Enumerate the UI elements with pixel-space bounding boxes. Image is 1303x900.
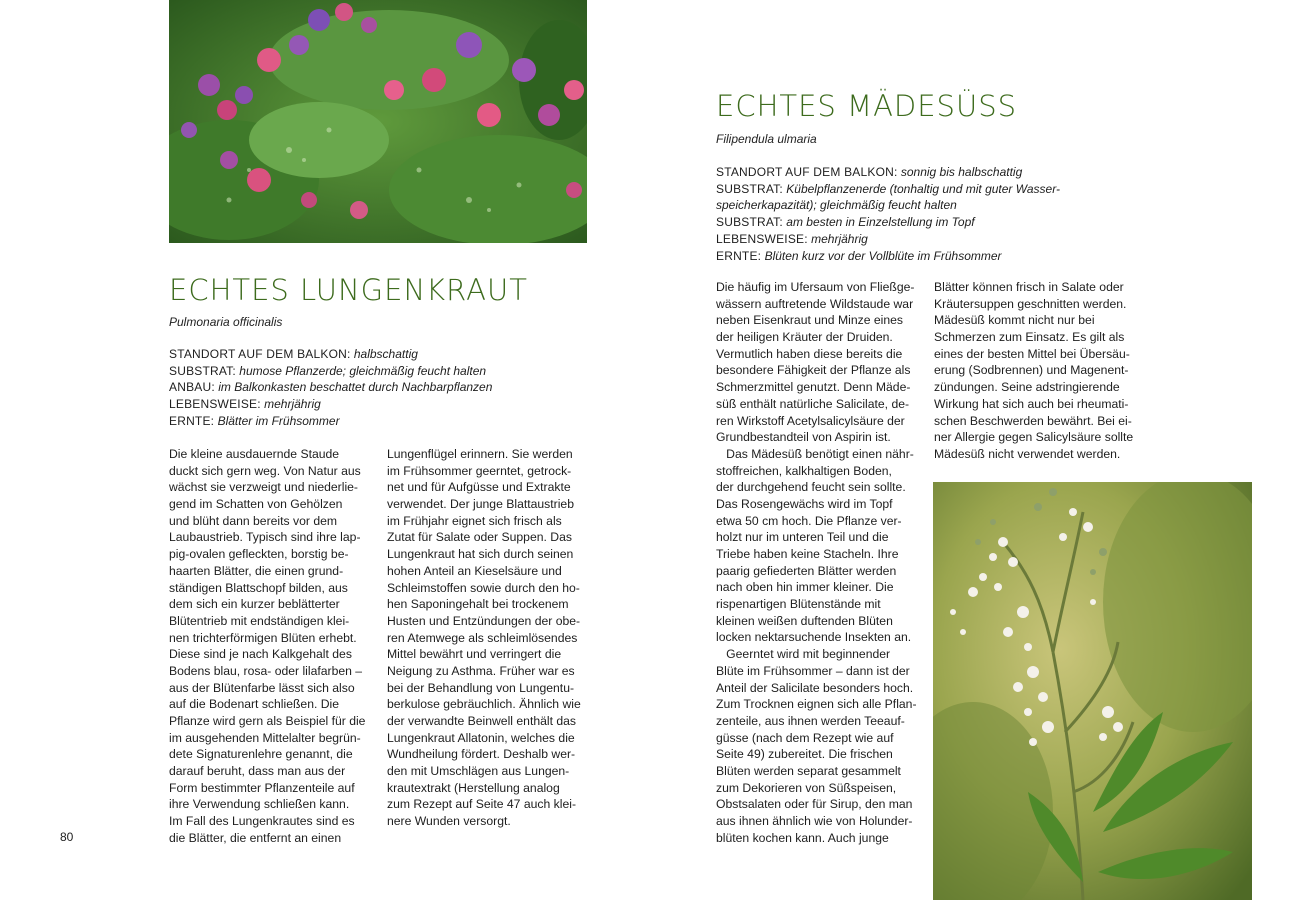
text-line: im Frühsommer geerntet, getrock- — [387, 463, 572, 478]
text-line: aus ihnen ähnlich wie von Holunder- — [716, 814, 913, 828]
text-line: bei der Behandlung von Lungentu- — [387, 680, 575, 695]
fact-row — [169, 396, 492, 413]
left-body-column-1 — [169, 446, 381, 847]
fact-value: Kübelpflanzenerde (tonhaltig und mit guter Wasser- — [786, 181, 1060, 196]
right-page-title: ECHTES MÄDESÜSS — [716, 89, 1018, 123]
text-line: der heiligen Kräuter der Druiden. — [716, 330, 893, 345]
fact-label: LEBENSWEISE: — [716, 231, 808, 246]
fact-value: mehrjährig — [811, 231, 868, 246]
text-line: Blätter können frisch in Salate oder — [934, 280, 1124, 294]
fact-label: ANBAU: — [169, 380, 215, 395]
fact-row — [716, 181, 1060, 198]
left-body-column-2 — [387, 446, 597, 830]
text-line: Zutat für Salate oder Suppen. Das — [387, 530, 572, 545]
text-line: nach oben hin immer kleiner. Die — [716, 580, 894, 595]
text-line: besondere Fähigkeit der Pflanze als — [716, 363, 911, 378]
text-line: Neigung zu Asthma. Früher war es — [387, 663, 575, 678]
fact-value: sonnig bis halbschattig — [900, 165, 1023, 179]
right-facts-list — [716, 164, 1060, 264]
text-line: Laubaustrieb. Typisch sind ihre lap- — [169, 530, 361, 545]
text-line: ner Allergie gegen Salicylsäure sollte — [934, 430, 1134, 445]
text-line: Schmerzmittel genutzt. Denn Mäde- — [716, 380, 911, 395]
lungwort-photo — [169, 0, 587, 243]
fact-row — [716, 214, 1060, 231]
text-line: haarten Blätter, die einen grund- — [169, 563, 344, 578]
text-line: Anteil der Salicilate besonders hoch. — [716, 680, 914, 695]
left-page-title: ECHTES LUNGENKRAUT — [169, 273, 528, 307]
text-line: Bodens blau, rosa- oder lilafarben – — [169, 663, 363, 678]
text-line: im ausgehenden Mittelalter begrün- — [169, 730, 361, 745]
text-line: zum Dekorieren von Süßspeisen, — [716, 780, 897, 795]
text-line: Kräutersuppen geschnitten werden. — [934, 296, 1127, 311]
text-line: Mittel bewährt und verringert die — [387, 647, 562, 662]
text-line: die Blätter, die entfernt an einen — [169, 830, 342, 845]
text-line: zum Rezept auf Seite 47 auch klei- — [387, 797, 577, 812]
text-line: Mädesüß nicht verwendet werden. — [934, 446, 1121, 461]
page-number: 80 — [60, 830, 74, 844]
text-line: Die kleine ausdauernde Staude — [169, 447, 340, 461]
text-line: aus der Blütenfarbe lässt sich also — [169, 680, 355, 695]
text-line: den mit Umschlägen aus Lungen- — [387, 764, 570, 779]
fact-label: ERNTE: — [169, 413, 215, 428]
text-line: auf die Bodenart schließen. Die — [169, 697, 340, 712]
text-line: Lungenkraut Allatonin, welches die — [387, 730, 575, 745]
text-line: holzt nur im unteren Teil und die — [716, 530, 889, 545]
text-line: Schleimstoffen sowie durch den ho- — [387, 580, 580, 595]
fact-row — [169, 363, 492, 380]
meadowsweet-photo-illustration — [933, 482, 1252, 900]
text-line: wächst sie verzweigt und niederlie- — [169, 480, 358, 495]
text-line: neben Eisenkraut und Minze eines — [716, 313, 903, 328]
text-line: nere Wunden versorgt. — [387, 814, 511, 829]
text-line: zenteile, aus ihnen werden Teeauf- — [716, 713, 905, 728]
text-line: Blüten werden separat gesammelt — [716, 763, 901, 778]
fact-label: STANDORT AUF DEM BALKON: — [169, 347, 351, 361]
text-line: Geerntet wird mit beginnender — [716, 647, 891, 662]
text-line: Vermutlich haben diese bereits die — [716, 346, 903, 361]
text-line: dete Signaturenlehre genannt, die — [169, 747, 353, 762]
text-line: berkulose gebräuchlich. Ähnlich wie — [387, 697, 581, 712]
fact-row — [716, 248, 1060, 265]
fact-row — [169, 413, 492, 430]
text-line: hen Saponingehalt bei trockenem — [387, 597, 569, 612]
text-line: ren Wirkstoff Acetylsalicylsäure der — [716, 413, 905, 428]
left-facts-list — [169, 346, 492, 430]
text-line: nen trichterförmigen Blüten erhebt. — [169, 630, 357, 645]
text-line: Lungenkraut hat sich durch seinen — [387, 547, 574, 562]
text-line: Blüte im Frühsommer – dann ist der — [716, 663, 910, 678]
fact-label: LEBENSWEISE: — [169, 397, 261, 412]
fact-value: mehrjährig — [264, 397, 321, 412]
text-line: zündungen. Seine adstringierende — [934, 380, 1120, 395]
text-line: Blütentrieb mit endständigen klei- — [169, 613, 350, 628]
text-line: stoffreichen, kalkhaltigen Boden, — [716, 463, 892, 478]
right-body-column-1 — [716, 279, 928, 846]
text-line: duckt sich gern weg. Von Natur aus — [169, 463, 361, 478]
text-line: net und für Aufgüsse und Extrakte — [387, 480, 571, 495]
text-line: Das Rosengewächs wird im Topf — [716, 496, 893, 511]
fact-value: am besten in Einzelstellung im Topf — [786, 215, 975, 230]
text-line: Wirkung hat sich auch bei rheumati- — [934, 396, 1129, 411]
text-line: paarig gefiederten Blätter werden — [716, 563, 897, 578]
text-line: verwendet. Der junge Blattaustrieb — [387, 497, 574, 512]
text-line: rispenartigen Blütenstände mit — [716, 597, 881, 612]
fact-value: Blüten kurz vor der Vollblüte im Frühsommer — [764, 248, 1002, 263]
lungwort-photo-illustration — [169, 0, 587, 243]
text-line: pig-ovalen gefleckten, borstig be- — [169, 547, 349, 562]
text-line: gend im Schatten von Gehölzen — [169, 497, 343, 512]
text-line: Lungenflügel erinnern. Sie werden — [387, 447, 573, 461]
text-line: im Frühjahr eignet sich frisch als — [387, 513, 562, 528]
fact-label: SUBSTRAT: — [716, 181, 783, 196]
text-line: darauf beruht, dass man aus der — [169, 764, 346, 779]
text-line: blüten kochen kann. Auch junge — [716, 830, 889, 845]
text-line: Mädesüß kommt nicht nur bei — [934, 313, 1095, 328]
fact-label: SUBSTRAT: — [716, 215, 783, 230]
text-line: dem sich ein kurzer beblätterter — [169, 597, 340, 612]
text-line: Schmerzen zum Einsatz. Es gilt als — [934, 330, 1125, 345]
text-line: Form bestimmter Pflanzenteile auf — [169, 780, 355, 795]
text-line: Zum Trocknen eignen sich alle Pflan- — [716, 697, 917, 712]
text-line: Pflanze wird gern als Beispiel für die — [169, 714, 366, 728]
text-line: locken nektarsuchende Insekten an. — [716, 630, 912, 645]
fact-label: STANDORT AUF DEM BALKON: — [716, 165, 898, 179]
text-line: ihre Verwendung schließen kann. — [169, 797, 350, 812]
text-line: schen Beschwerden bewährt. Bei ei- — [934, 413, 1132, 428]
fact-row — [716, 231, 1060, 248]
fact-row — [169, 379, 492, 396]
text-line: wässern auftretende Wildstaude war — [716, 296, 914, 311]
text-line: Wundheilung fördert. Deshalb wer- — [387, 747, 576, 762]
text-line: Obstsalaten oder für Sirup, den man — [716, 797, 913, 812]
text-line: eines der besten Mittel bei Übersäu- — [934, 346, 1130, 361]
text-line: Im Fall des Lungenkrautes sind es — [169, 814, 355, 829]
text-line: krautextrakt (Herstellung analog — [387, 780, 560, 795]
left-latin-name: Pulmonaria officinalis — [169, 315, 283, 329]
fact-value: halbschattig — [353, 347, 418, 361]
fact-value: speicherkapazität); gleichmäßig feucht halten — [716, 198, 957, 213]
right-latin-name: Filipendula ulmaria — [716, 132, 817, 146]
text-line: etwa 50 cm hoch. Die Pflanze ver- — [716, 513, 902, 528]
text-line: hohen Anteil an Kieselsäure und — [387, 563, 562, 578]
fact-label: ERNTE: — [716, 248, 762, 263]
fact-value: humose Pflanzerde; gleichmäßig feucht halten — [239, 363, 487, 378]
text-line: ständigen Blattschopf bilden, aus — [169, 580, 348, 595]
text-line: güsse (nach dem Rezept wie auf — [716, 730, 894, 745]
text-line: süß enthält natürliche Salicilate, de- — [716, 396, 910, 411]
text-line: der verwandte Beinwell enthält das — [387, 714, 577, 728]
text-line: Diese sind je nach Kalkgehalt des — [169, 647, 352, 662]
fact-row — [169, 346, 492, 363]
meadowsweet-photo — [933, 482, 1252, 900]
fact-value: im Balkonkasten beschattet durch Nachbarpflanzen — [218, 380, 493, 395]
text-line: ren Atemwege als schleimlösendes — [387, 630, 578, 645]
fact-value: Blätter im Frühsommer — [217, 413, 340, 428]
text-line: und blüht dann bereits vor dem — [169, 513, 338, 528]
text-line: Das Mädesüß benötigt einen nähr- — [716, 446, 914, 461]
fact-row — [716, 197, 1060, 214]
text-line: kleinen weißen duftenden Blüten — [716, 613, 893, 628]
text-line: Triebe haben keine Stacheln. Ihre — [716, 547, 899, 561]
text-line: der durchgehend feucht sein sollte. — [716, 480, 906, 495]
text-line: erung (Sodbrennen) und Magenent- — [934, 363, 1129, 378]
text-line: Seite 49) zubereitet. Die frischen — [716, 747, 893, 762]
text-line: Grundbestandteil von Aspirin ist. — [716, 430, 891, 445]
fact-label: SUBSTRAT: — [169, 363, 236, 378]
right-body-column-2 — [934, 279, 1146, 463]
text-line: Die häufig im Ufersaum von Fließge- — [716, 280, 915, 294]
fact-row — [716, 164, 1060, 181]
text-line: Husten und Entzündungen der obe- — [387, 613, 581, 628]
